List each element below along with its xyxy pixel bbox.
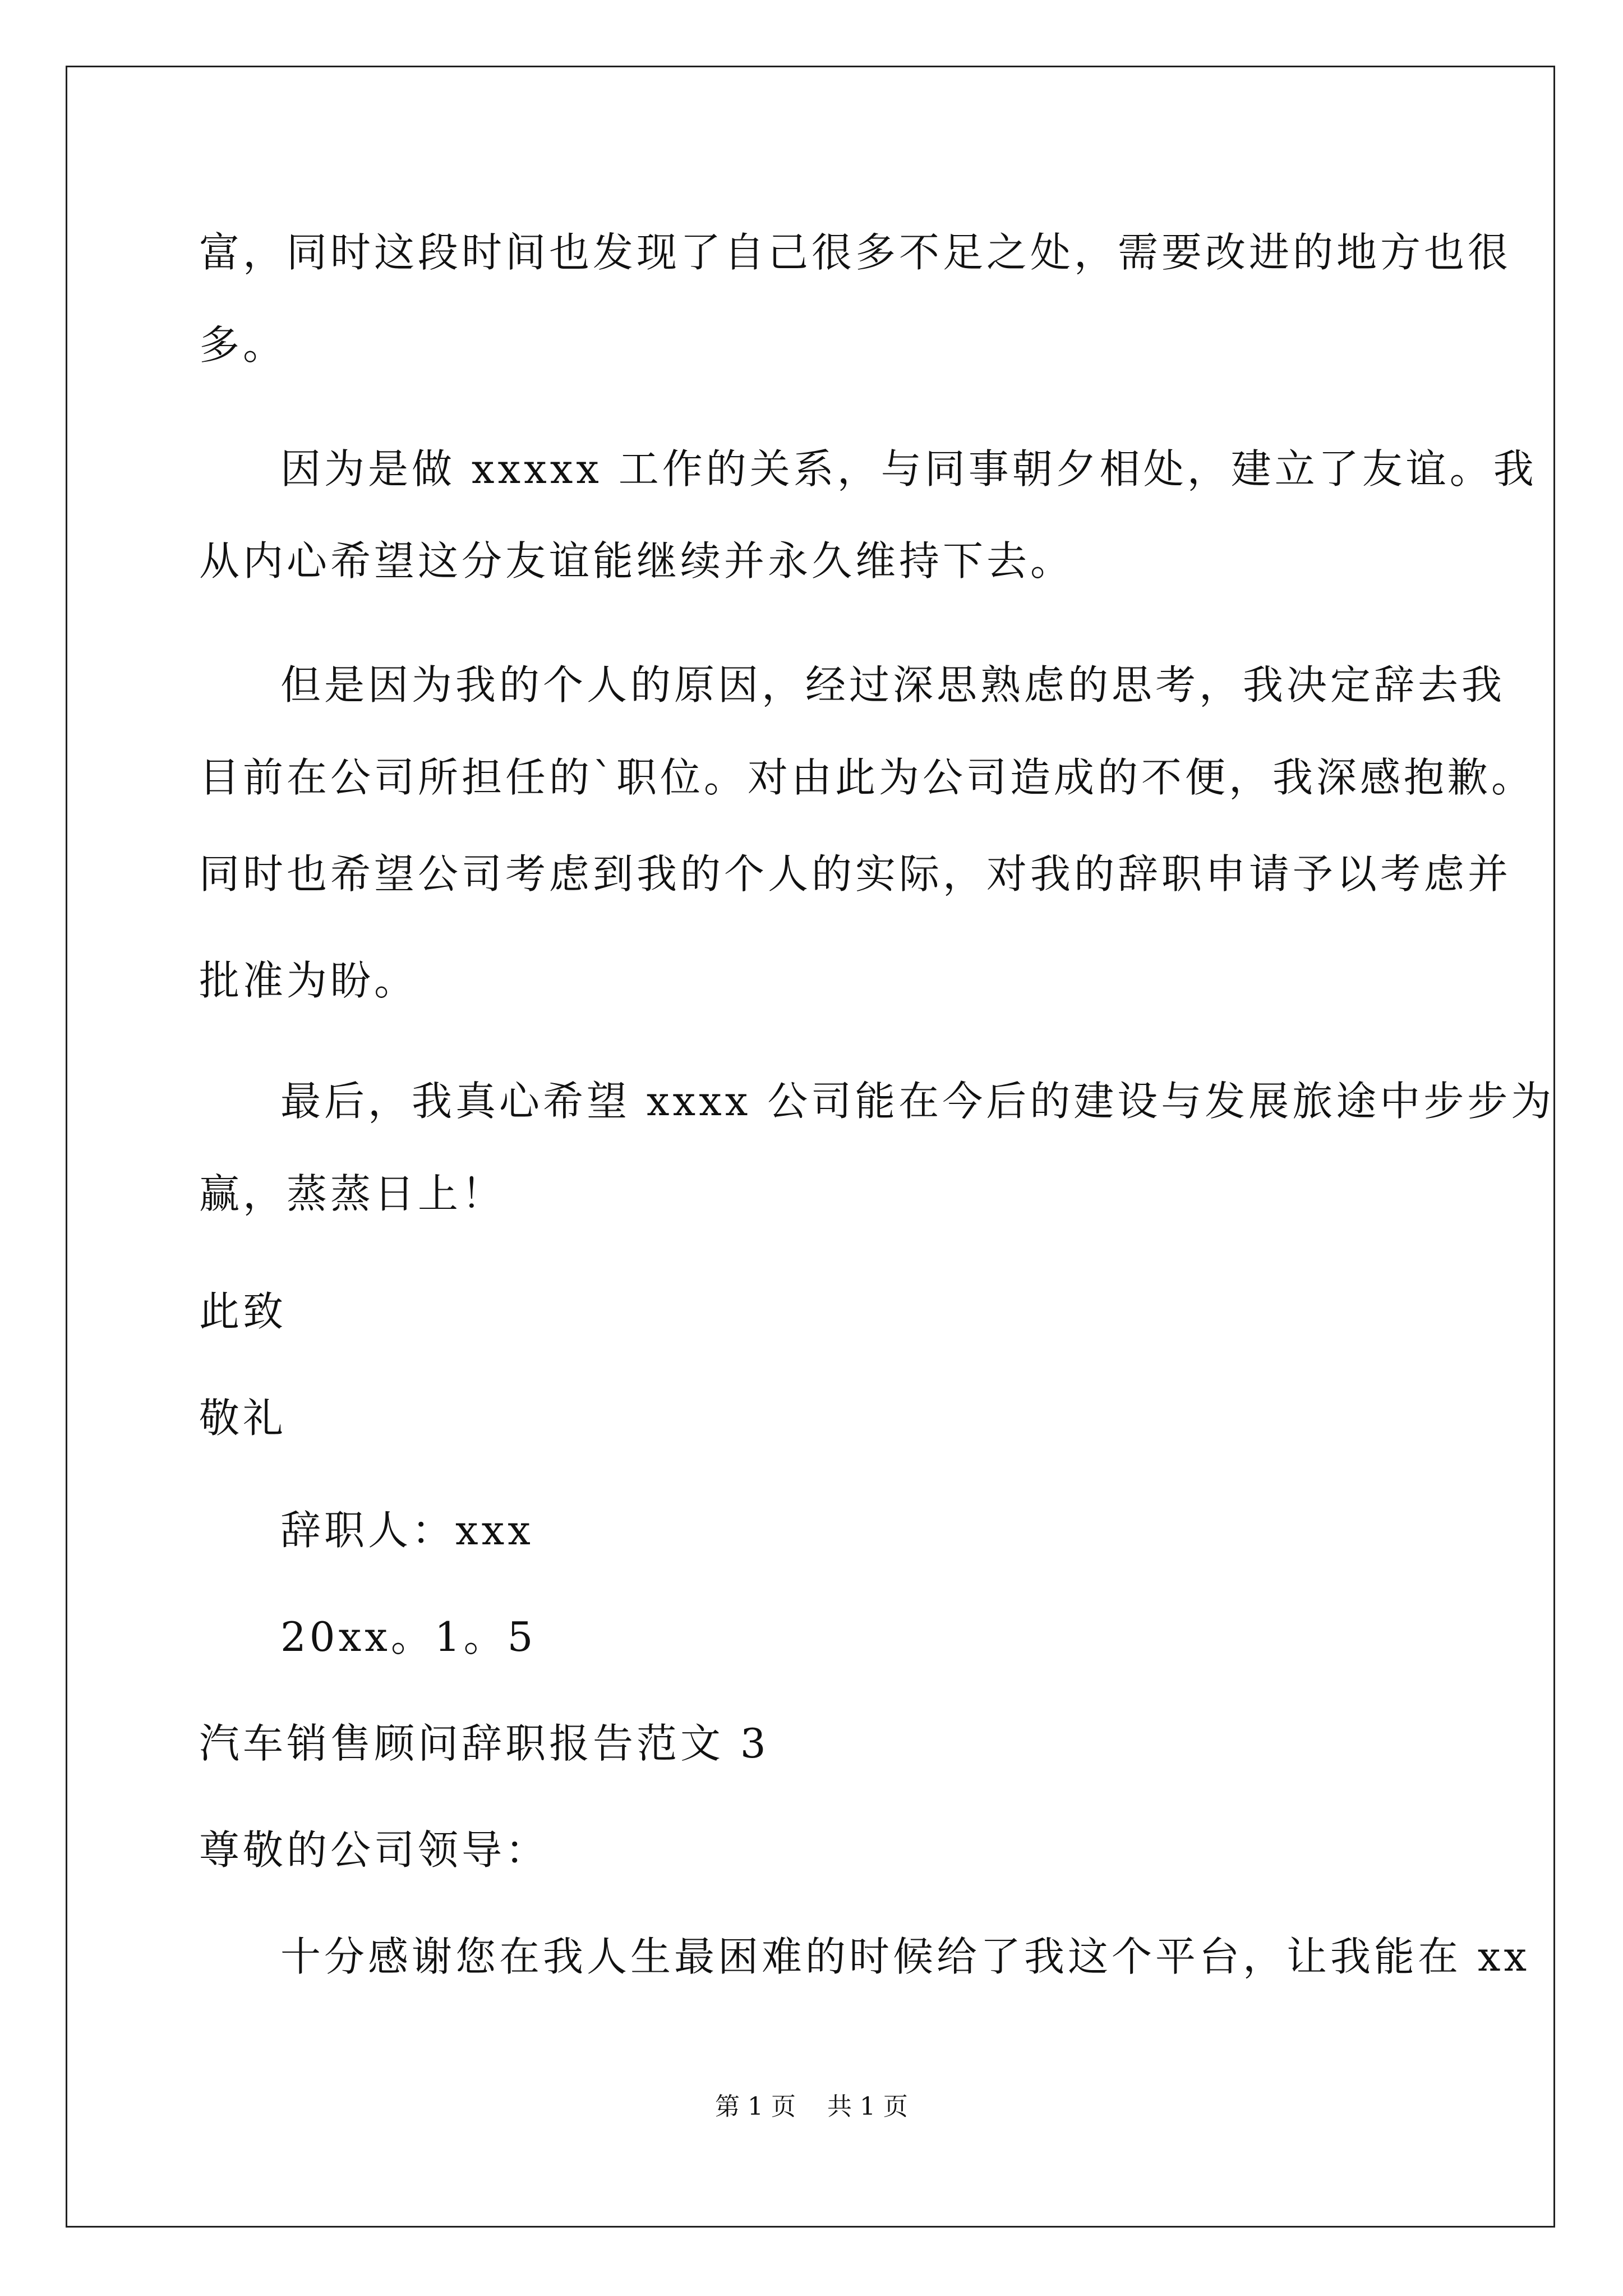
text-line: 多。 [199,321,287,369]
page-number-footer: 第 1 页 共 1 页 [715,2092,908,2121]
closing-salutation: 此致 [199,1288,287,1335]
text-line: 批准为盼。 [199,957,418,1004]
date-line: 20xx。1。5 [280,1613,537,1660]
text-line: 富，同时这段时间也发现了自己很多不足之处，需要改进的地方也很 [199,229,1512,276]
text-line: 同时也希望公司考虑到我的个人的实际，对我的辞职申请予以考虑并 [199,850,1512,898]
paragraph-start: 十分感谢您在我人生最困难的时候给了我这个平台，让我能在 xx [280,1933,1530,1980]
greeting: 尊敬的公司领导： [199,1826,550,1874]
paragraph-start: 因为是做 xxxxx 工作的关系，与同事朝夕相处，建立了友谊。我 [280,445,1537,493]
closing-regards: 敬礼 [199,1395,287,1442]
text-line: 赢，蒸蒸日上！ [199,1170,506,1217]
signature-line: 辞职人：xxx [280,1507,534,1554]
paragraph-start: 最后，我真心希望 xxxx 公司能在今后的建设与发展旅途中步步为 [280,1078,1555,1125]
section-heading: 汽车销售顾问辞职报告范文 3 [199,1720,769,1767]
page-border [66,66,1555,2228]
paragraph-start: 但是因为我的个人的原因，经过深思熟虑的思考，我决定辞去我 [280,661,1506,708]
text-line: 目前在公司所担任的`职位。对由此为公司造成的不便，我深感抱歉。 [199,754,1536,801]
text-line: 从内心希望这分友谊能继续并永久维持下去。 [199,537,1075,585]
